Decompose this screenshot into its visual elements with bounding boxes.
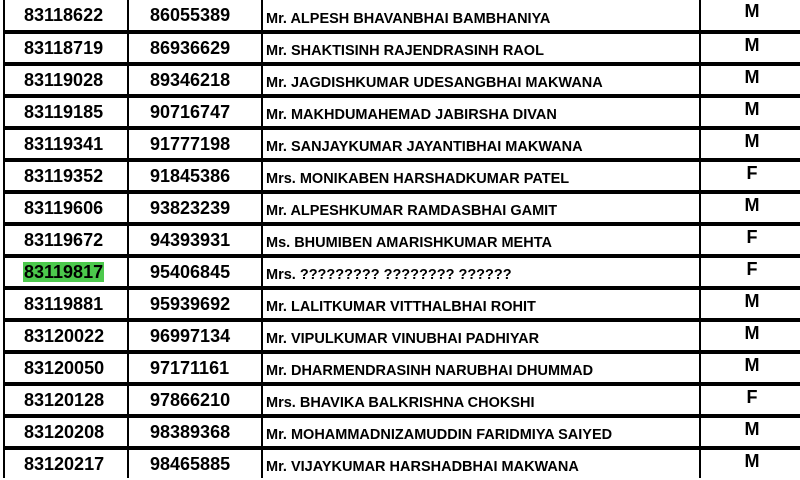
roll-number-text: 83119881: [24, 293, 104, 314]
gender-text: M: [744, 291, 760, 311]
seat-number-text: 86055389: [150, 4, 231, 25]
candidate-name-text: Mr. ALPESHKUMAR RAMDASBHAI GAMIT: [266, 203, 558, 219]
seat-number-text: 98465885: [150, 453, 231, 474]
gender-text: M: [744, 419, 760, 439]
seat-number-cell: [128, 128, 262, 160]
gender-cell: [700, 384, 800, 416]
gender-cell: [700, 224, 800, 256]
seat-number-text: 95406845: [150, 261, 231, 282]
seat-number-cell: [128, 0, 262, 32]
gender-cell: [700, 192, 800, 224]
candidate-name-cell: [262, 128, 700, 160]
gender-cell: [700, 288, 800, 320]
seat-number-cell: [128, 256, 262, 288]
gender-text: F: [746, 259, 758, 279]
seat-number-text: 97866210: [150, 389, 231, 410]
candidate-name-cell: [262, 384, 700, 416]
seat-number-cell: [128, 160, 262, 192]
seat-number-cell: [128, 352, 262, 384]
seat-number-text: 95939692: [150, 293, 231, 314]
seat-number-text: 91845386: [150, 165, 231, 186]
table-row: [4, 128, 800, 160]
roll-number-text: 83119672: [24, 229, 104, 250]
gender-text: M: [744, 355, 760, 375]
candidate-name-text: Mr. SHAKTISINH RAJENDRASINH RAOL: [266, 43, 544, 59]
roll-number-cell: [4, 128, 128, 160]
seat-number-text: 98389368: [150, 421, 231, 442]
gender-text: M: [744, 323, 760, 343]
seat-number-text: 91777198: [150, 133, 231, 154]
table-row: [4, 384, 800, 416]
roll-number-cell: [4, 64, 128, 96]
results-table: [3, 0, 800, 478]
seat-number-text: 93823239: [150, 197, 231, 218]
roll-number-cell: [4, 96, 128, 128]
seat-number-cell: [128, 96, 262, 128]
table-row: [4, 32, 800, 64]
candidate-name-text: Ms. BHUMIBEN AMARISHKUMAR MEHTA: [266, 235, 552, 251]
seat-number-cell: [128, 288, 262, 320]
gender-cell: [700, 96, 800, 128]
candidate-name-cell: [262, 320, 700, 352]
table-row: [4, 352, 800, 384]
gender-text: M: [744, 1, 760, 21]
gender-cell: [700, 320, 800, 352]
gender-cell: [700, 32, 800, 64]
candidate-name-cell: [262, 352, 700, 384]
seat-number-text: 89346218: [150, 69, 231, 90]
candidate-name-cell: [262, 416, 700, 448]
roll-number-text: 83120217: [24, 453, 105, 474]
roll-number-text: 83118719: [24, 37, 104, 58]
seat-number-text: 97171161: [150, 357, 230, 378]
gender-text: F: [746, 163, 758, 183]
gender-text: M: [744, 35, 760, 55]
gender-cell: [700, 352, 800, 384]
gender-cell: [700, 0, 800, 32]
roll-number-text: 83119352: [24, 165, 104, 186]
roll-number-cell: [4, 352, 128, 384]
gender-text: M: [744, 67, 760, 87]
roll-number-text: 83119341: [24, 133, 104, 154]
candidate-name-cell: [262, 192, 700, 224]
candidate-name-cell: [262, 32, 700, 64]
table-row: [4, 320, 800, 352]
roll-number-cell: [4, 0, 128, 32]
seat-number-cell: [128, 384, 262, 416]
roll-number-cell: [4, 448, 128, 478]
candidate-name-cell: [262, 288, 700, 320]
roll-number-cell: [4, 384, 128, 416]
candidate-name-text: Mrs. MONIKABEN HARSHADKUMAR PATEL: [266, 171, 570, 187]
candidate-name-text: Mr. VIJAYKUMAR HARSHADBHAI MAKWANA: [266, 459, 579, 475]
seat-number-text: 90716747: [150, 101, 231, 122]
candidate-name-cell: [262, 224, 700, 256]
roll-number-text: 83120022: [24, 325, 105, 346]
gender-cell: [700, 416, 800, 448]
seat-number-cell: [128, 64, 262, 96]
gender-text: F: [746, 227, 758, 247]
gender-text: M: [744, 195, 760, 215]
seat-number-cell: [128, 32, 262, 64]
table-row: [4, 0, 800, 32]
candidate-name-text: Mrs. ????????? ???????? ??????: [266, 267, 512, 283]
roll-number-cell: [4, 320, 128, 352]
roll-number-text: 83119185: [24, 101, 104, 122]
seat-number-cell: [128, 224, 262, 256]
table-row: [4, 192, 800, 224]
candidate-name-cell: [262, 0, 700, 32]
table-row: [4, 288, 800, 320]
gender-cell: [700, 160, 800, 192]
roll-number-cell: [4, 160, 128, 192]
highlighted-roll-number: 83119817: [24, 261, 104, 282]
roll-number-text: 83120050: [24, 357, 105, 378]
gender-cell: [700, 128, 800, 160]
candidate-name-text: Mr. VIPULKUMAR VINUBHAI PADHIYAR: [266, 331, 540, 347]
roll-number-text: 83120208: [24, 421, 105, 442]
results-table-body: [4, 0, 800, 478]
candidate-name-text: Mr. DHARMENDRASINH NARUBHAI DHUMMAD: [266, 363, 594, 379]
candidate-name-text: Mr. ALPESH BHAVANBHAI BAMBHANIYA: [266, 11, 551, 27]
seat-number-cell: [128, 416, 262, 448]
candidate-name-text: Mr. MOHAMMADNIZAMUDDIN FARIDMIYA SAIYED: [266, 427, 613, 443]
candidate-name-text: Mrs. BHAVIKA BALKRISHNA CHOKSHI: [266, 395, 535, 411]
candidate-name-text: Mr. LALITKUMAR VITTHALBHAI ROHIT: [266, 299, 536, 315]
candidate-name-cell: [262, 96, 700, 128]
roll-number-text: 83119028: [24, 69, 104, 90]
gender-text: F: [746, 387, 758, 407]
seat-number-text: 86936629: [150, 37, 231, 58]
gender-text: M: [744, 99, 760, 119]
table-row: [4, 64, 800, 96]
table-row: [4, 416, 800, 448]
roll-number-cell: [4, 224, 128, 256]
candidate-name-cell: [262, 64, 700, 96]
table-row: [4, 448, 800, 478]
roll-number-text: 83120128: [24, 389, 105, 410]
candidate-name-text: Mr. SANJAYKUMAR JAYANTIBHAI MAKWANA: [266, 139, 583, 155]
candidate-name-cell: [262, 256, 700, 288]
gender-cell: [700, 448, 800, 478]
gender-cell: [700, 256, 800, 288]
roll-number-cell: [4, 256, 128, 288]
gender-text: M: [744, 451, 760, 471]
table-row: [4, 224, 800, 256]
seat-number-cell: [128, 192, 262, 224]
candidate-name-text: Mr. MAKHDUMAHEMAD JABIRSHA DIVAN: [266, 107, 557, 123]
table-row: [4, 160, 800, 192]
roll-number-text: 83118622: [24, 4, 104, 25]
gender-cell: [700, 64, 800, 96]
candidate-name-text: Mr. JAGDISHKUMAR UDESANGBHAI MAKWANA: [266, 75, 603, 91]
roll-number-text: 83119606: [24, 197, 104, 218]
table-row: [4, 96, 800, 128]
roll-number-cell: [4, 416, 128, 448]
candidate-name-cell: [262, 160, 700, 192]
roll-number-cell: [4, 32, 128, 64]
roll-number-cell: [4, 288, 128, 320]
seat-number-cell: [128, 320, 262, 352]
gender-text: M: [744, 131, 760, 151]
table-row: [4, 256, 800, 288]
seat-number-text: 96997134: [150, 325, 231, 346]
seat-number-cell: [128, 448, 262, 478]
seat-number-text: 94393931: [150, 229, 231, 250]
candidate-name-cell: [262, 448, 700, 478]
roll-number-cell: [4, 192, 128, 224]
